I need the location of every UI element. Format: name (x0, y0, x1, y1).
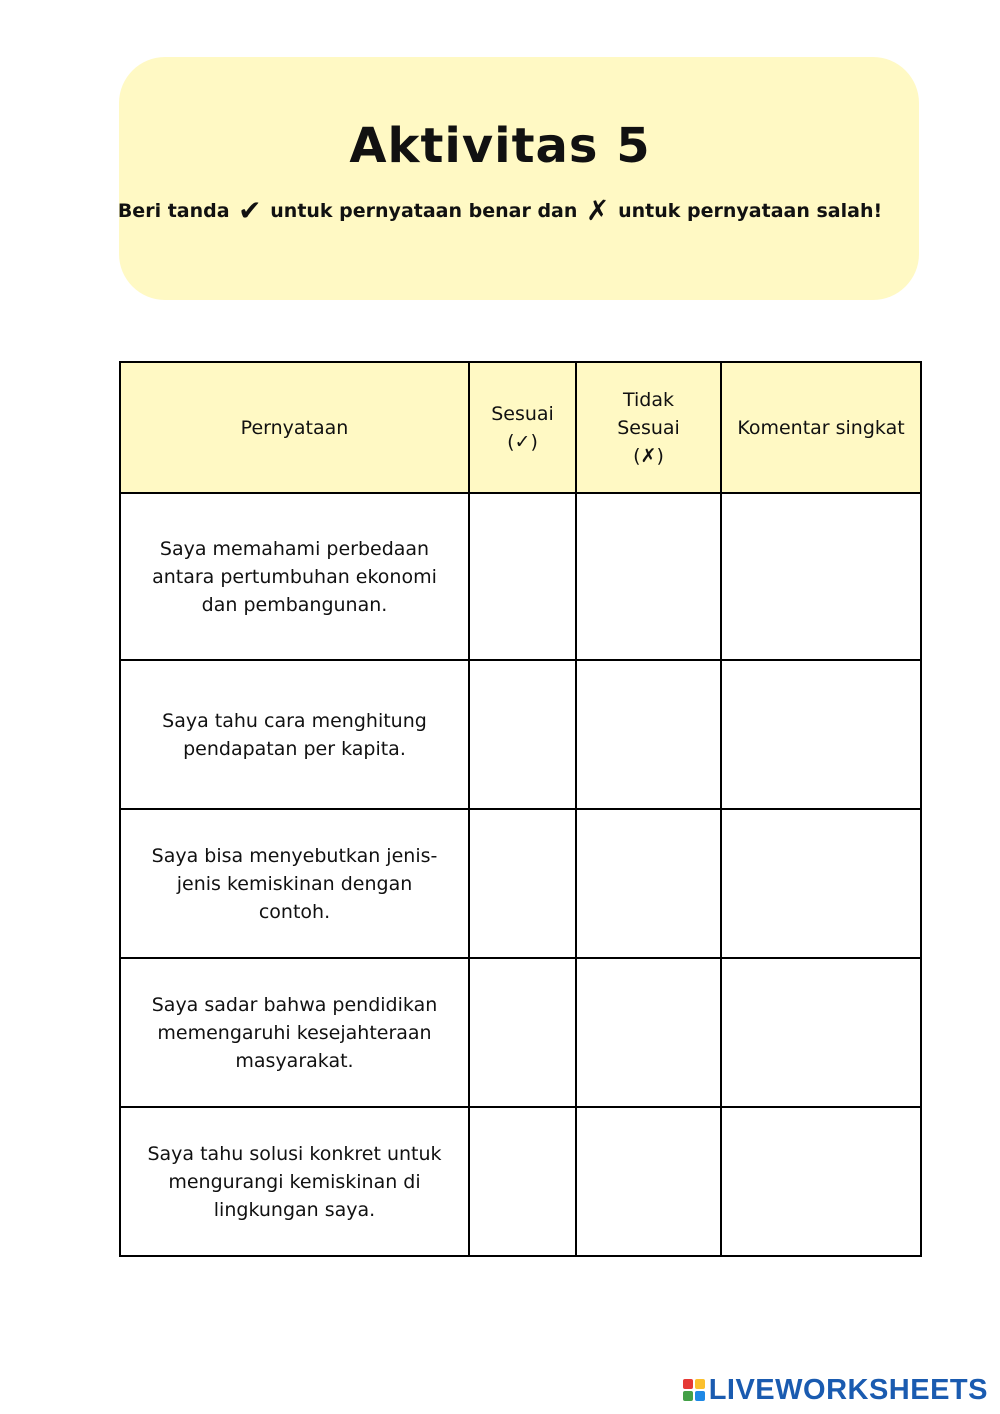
comment-cell[interactable] (721, 660, 921, 809)
comment-cell[interactable] (721, 1107, 921, 1256)
disagree-cell[interactable] (576, 660, 721, 809)
liveworksheets-logo[interactable] (683, 1374, 988, 1406)
disagree-cell[interactable] (576, 958, 721, 1107)
table-row (120, 958, 921, 1107)
cross-mark-icon: ✗ (586, 194, 610, 227)
logo-grid-icon (683, 1379, 705, 1401)
disagree-cell[interactable] (576, 493, 721, 660)
header-statement: Pernyataan (120, 362, 469, 493)
agree-cell[interactable] (469, 1107, 576, 1256)
statement-cell: Saya sadar bahwa pendidikan memengaruhi kesejahteraan masyarakat. (120, 958, 469, 1107)
header-comment: Komentar singkat (721, 362, 921, 493)
statement-cell: Saya tahu solusi konkret untuk mengurangi kemiskinan di lingkungan saya. (120, 1107, 469, 1256)
logo-square (683, 1391, 693, 1401)
table-row (120, 809, 921, 958)
logo-square (695, 1379, 705, 1389)
agree-cell[interactable] (469, 958, 576, 1107)
comment-cell[interactable] (721, 493, 921, 660)
statement-cell: Saya tahu cara menghitung pendapatan per kapita. (120, 660, 469, 809)
comment-cell[interactable] (721, 958, 921, 1107)
header-disagree: Tidak Sesuai (✗) (576, 362, 721, 493)
logo-text: LIVEWORKSHEETS (708, 1373, 988, 1406)
agree-cell[interactable] (469, 493, 576, 660)
statement-cell: Saya memahami perbedaan antara pertumbuhan ekonomi dan pembangunan. (120, 493, 469, 660)
instruction-middle: untuk pernyataan benar dan (270, 200, 578, 222)
page-title: Aktivitas 5 (349, 118, 651, 174)
disagree-cell[interactable] (576, 809, 721, 958)
header-box (119, 57, 919, 300)
agree-cell[interactable] (469, 660, 576, 809)
disagree-cell[interactable] (576, 1107, 721, 1256)
table-row (120, 493, 921, 660)
instruction (0, 194, 1000, 227)
table-row (120, 1107, 921, 1256)
comment-cell[interactable] (721, 809, 921, 958)
agree-cell[interactable] (469, 809, 576, 958)
table-header-row (120, 362, 921, 493)
instruction-prefix: Beri tanda (117, 200, 230, 222)
statement-cell: Saya bisa menyebutkan jenis-jenis kemiskinan dengan contoh. (120, 809, 469, 958)
instruction-suffix: untuk pernyataan salah! (618, 200, 883, 222)
worksheet-table (119, 361, 922, 1257)
check-mark-icon: ✔ (238, 194, 262, 227)
header-agree: Sesuai (✓) (469, 362, 576, 493)
logo-square (683, 1379, 693, 1389)
table-row (120, 660, 921, 809)
logo-square (695, 1391, 705, 1401)
